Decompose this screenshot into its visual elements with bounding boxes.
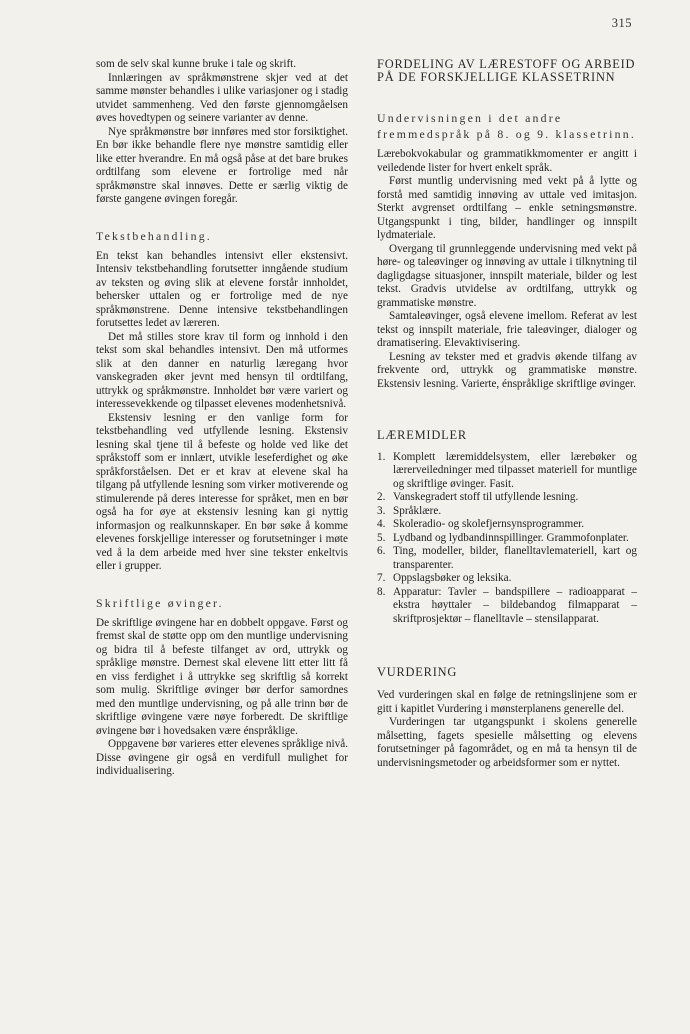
paragraph: Lærebokvokabular og grammatikkmomenter er angitt i veiledende lister for hvert enkelt språk.: [377, 148, 637, 174]
list-number: 4.: [377, 518, 386, 531]
left-column: [96, 58, 348, 779]
list-number: 2.: [377, 491, 386, 504]
list-item: [377, 545, 637, 572]
list-item-text: Skoleradio- og skolefjernsynsprogrammer.: [393, 518, 585, 531]
list-item-text: Ting, modeller, bilder, flanelltavlemateriell, kart og transparenter.: [393, 545, 637, 571]
list-item-text: Språklære.: [393, 504, 442, 517]
laeremidler-list: [377, 451, 637, 627]
list-number: 1.: [377, 450, 386, 463]
paragraph: Det må stilles store krav til form og innhold i den tekst som skal behandles intensivt. Den må utformes slik at den danner en naturlig læregang hvor vanskegraden øker jevnt med hensyn til ordtilfang, uttrykk og språkmønstre. Innholdet bør være variert og interessevekkende og tilpasset elevenes modenhetsnivå.: [96, 330, 348, 410]
list-number: 8.: [377, 585, 386, 598]
list-item: [377, 572, 637, 586]
list-item: [377, 451, 637, 492]
list-item: [377, 518, 637, 532]
list-item-text: Vanskegradert stoff til utfyllende lesning.: [393, 491, 579, 504]
paragraph: Først muntlig undervisning med vekt på å lytte og forstå med samtidig innøving av uttale ved imitasjon. Sterkt avgrenset ordtilfang – enkle setningsmønstre. Utgangspunkt i ting, bilder, handlinger og innspilt lydmateriale.: [377, 175, 637, 242]
subheading-undervisningen: Undervisningen i det andre fremmedspråk på 8. og 9. klassetrinn.: [377, 111, 636, 142]
section-heading-laeremidler: LÆREMIDLER: [377, 428, 467, 443]
list-item-text: Oppslagsbøker og leksika.: [393, 572, 512, 585]
section-heading-fordeling: FORDELING AV LÆRESTOFF OG ARBEID PÅ DE FORSKJELLIGE KLASSETRINN: [377, 57, 636, 85]
list-number: 6.: [377, 545, 386, 558]
page-number: 315: [611, 16, 632, 30]
paragraph: Innlæringen av språkmønstrene skjer ved at det samme mønster behandles i ulike variasjoner og i stadig utvidet sammenheng. Ved den første gjennomgåelsen øves hovedtypen og seinere varianter av denne.: [96, 71, 348, 124]
paragraph: Ekstensiv lesning er den vanlige form for tekstbehandling ved utfyllende lesning. Ekstensiv lesning skal tjene til å befeste og holde ved like det språkstoff som er innlært, utvikle leseferdighet og øke språkforståelsen. Det er et krav at elevene skal ha tilgang på utfyllende lesning som virker motiverende og stimulerende på deres interesse for språket, men en bør også ha for øye at ekstensiv lesning kan gi nyttig informasjon og realkunnskaper. En bør søke å komme elevenes forskjellige interesser og forutsetninger i møte ved å la dem arbeide med hver sine tekster enkeltvis eller i grupper.: [96, 411, 348, 572]
section-heading-vurdering: VURDERING: [377, 665, 458, 680]
list-item: [377, 532, 637, 546]
paragraph: som de selv skal kunne bruke i tale og skrift.: [96, 58, 297, 70]
right-column: [377, 58, 637, 770]
section-heading-skriftlige-ovinger: Skriftlige øvinger.: [96, 595, 224, 610]
list-item-text: Komplett læremiddelsystem, eller lærebøker og lærerveiledninger med tilpasset materiell for muntlige og skriftlige øvinger. Fasit.: [393, 450, 637, 490]
list-item: [377, 586, 637, 627]
list-number: 3.: [377, 504, 386, 517]
paragraph: De skriftlige øvingene har en dobbelt oppgave. Først og fremst skal de støtte opp om den muntlige undervisning og bidra til å befeste tilfanget av ord, uttrykk og språklige mønstre. Dernest skal elevene litt etter litt få en viss ferdighet i å uttrykke seg skriftlig så korrekt som mulig. Skriftlige øvinger bør derfor samordnes med den muntlige undervisning, og på alle trinn bør de skriftlige øvingene være nøye forberedt. De skriftlige øvingene bør i hovedsaken være énspråklige.: [96, 616, 348, 737]
paragraph: Overgang til grunnleggende undervisning med vekt på høre- og taleøvinger og innøving av uttale i tilknytning til dagligdagse situasjoner, innspilt materiale, bilder og lest tekst. Gradvis utvidelse av ordtilfang, uttrykk og grammatiske mønstre.: [377, 242, 637, 309]
list-number: 5.: [377, 531, 386, 544]
paragraph: Samtaleøvinger, også elevene imellom. Referat av lest tekst og innspilt materiale, frie taleøvinger, dialoger og dramatisering. Elevaktivisering.: [377, 310, 637, 350]
paragraph: Ved vurderingen skal en følge de retningslinjene som er gitt i kapitlet Vurdering i mønsterplanens generelle del.: [377, 689, 637, 715]
list-number: 7.: [377, 572, 386, 585]
list-item-text: Lydband og lydbandinnspillinger. Grammofonplater.: [393, 531, 629, 544]
list-item: [377, 505, 637, 519]
paragraph: En tekst kan behandles intensivt eller ekstensivt. Intensiv tekstbehandling forutsetter inngående studium av teksten og øving slik at elevene forstår innholdet, behersker uttalen og er fortrolige med de nye språkmønstrene. Denne intensive tekstbehandlingen forutsettes ledet av læreren.: [96, 249, 348, 329]
paragraph: Lesning av tekster med et gradvis økende tilfang av frekvente ord, uttrykk og grammatiske mønstre. Ekstensiv lesning. Varierte, énspråklige skriftlige øvinger.: [377, 350, 637, 390]
paragraph: Nye språkmønstre bør innføres med stor forsiktighet. En bør ikke behandle flere nye mønstre samtidig eller like etter hverandre. En må også påse at det bare brukes ordtilfang som elevene er fortrolige med når språkmønstre skal innøves. Dette er særlig viktig de første gangene øvingen foregår.: [96, 125, 348, 205]
section-heading-tekstbehandling: Tekstbehandling.: [96, 228, 212, 243]
list-item-text: Apparatur: Tavler – bandspillere – radioapparat – ekstra høyttaler – bildebandog filmapparat – skriftprosjektør – flanelltavle – stensilapparat.: [393, 585, 637, 625]
paragraph: Vurderingen tar utgangspunkt i skolens generelle målsetting, fagets spesielle målsetting og elevens forutsetninger på fagområdet, og en må ta hensyn til de undervisningsmetoder og arbeidsformer som er nyttet.: [377, 716, 637, 769]
list-item: [377, 491, 637, 505]
paragraph: Oppgavene bør varieres etter elevenes språklige nivå. Disse øvingene gir også en verdifull mulighet for individualisering.: [96, 738, 348, 777]
